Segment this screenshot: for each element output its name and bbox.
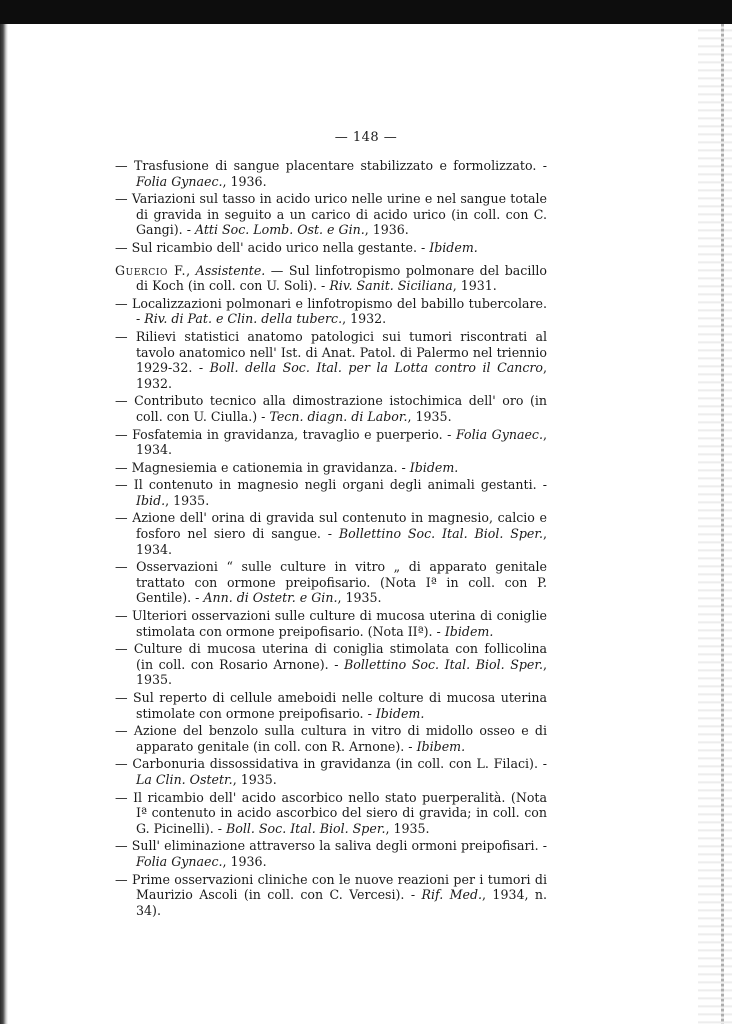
bibliography-list: [115, 158, 547, 920]
bibliography-entry: — Sul ricambio dell' acido urico nella gestante. - Ibidem.: [115, 239, 478, 255]
scan-right-edge: [698, 24, 732, 1024]
bibliography-entry: — Magnesiemia e cationemia in gravidanza. - Ibidem.: [115, 459, 459, 475]
author-entry: Guercio F., Assistente. — Sul linfotropismo polmonare del bacillo di Koch (in coll. con U. Soli). - Riv. Sanit. Siciliana, 1931.: [115, 262, 548, 294]
bibliography-entry: — Contributo tecnico alla dimostrazione istochimica dell' oro (in coll. con U. Ciulla.) - Tecn. diagn. di Labor., 1935.: [115, 393, 547, 424]
bibliography-entry: — Azione dell' orina di gravida sul contenuto in magnesio, calcio e fosforo nel siero di sangue. - Bollettino Soc. Ital. Biol. Sper., 1934.: [115, 510, 548, 557]
bibliography-entry: — Variazioni sul tasso in acido urico nelle urine e nel sangue totale di gravida in seguito a un carico di acido urico (in coll. con C. Gangi). - Atti Soc. Lomb. Ost. e Gin., 1936.: [115, 191, 547, 238]
page-number: — 148 —: [334, 130, 398, 145]
bibliography-entry: — Trasfusione di sangue placentare stabilizzato e formolizzato. - Folia Gynaec., 1936.: [115, 158, 547, 189]
bibliography-entry: — Azione del benzolo sulla cultura in vitro di midollo osseo e di apparato genitale (in coll. con R. Arnone). - Ibibem.: [115, 723, 547, 754]
bibliography-entry: — Sul reperto di cellule ameboidi nelle colture di mucosa uterina stimolate con ormone preipofisario. - Ibidem.: [115, 690, 547, 721]
scan-left-edge: [0, 24, 8, 1024]
author-role: Assistente.: [195, 262, 266, 278]
bibliography-entry: — Fosfatemia in gravidanza, travaglio e puerperio. - Folia Gynaec., 1934.: [115, 426, 547, 458]
author-name: Guercio F.: [115, 262, 187, 278]
bibliography-entry: — Culture di mucosa uterina di coniglia stimolata con follicolina (in coll. con Rosario Arnone). - Bollettino Soc. Ital. Biol. Sper., 1935.: [115, 641, 547, 688]
bibliography-entry: — Prime osservazioni cliniche con le nuove reazioni per i tumori di Maurizio Ascoli (in coll. con C. Vercesi). - Rif. Med., 1934, n. 34).: [115, 871, 547, 918]
bibliography-entry: — Il ricambio dell' acido ascorbico nello stato puerperalità. (Nota Iª contenuto in acido ascorbico del siero di gravida; in coll. con G. Picinelli). - Boll. Soc. Ital. Biol. Sper., 1935.: [115, 789, 547, 836]
scan-top-border: [0, 0, 732, 24]
bibliography-entry: — Il contenuto in magnesio negli organi degli animali gestanti. - Ibid., 1935.: [115, 477, 547, 508]
bibliography-entry: — Osservazioni “ sulle culture in vitro „ di apparato genitale trattato con ormone preipofisario. (Nota Iª in coll. con P. Gentile). - Ann. di Ostetr. e Gin., 1935.: [115, 559, 547, 606]
bibliography-entry: — Sull' eliminazione attraverso la saliva degli ormoni preipofisari. - Folia Gynaec., 1936.: [115, 838, 547, 869]
bibliography-entry: — Carbonuria dissossidativa in gravidanza (in coll. con L. Filaci). - La Clin. Ostetr., 1935.: [115, 756, 547, 787]
bibliography-entry: — Ulteriori osservazioni sulle culture di mucosa uterina di coniglie stimolata con ormone preipofisario. (Nota IIª). - Ibidem.: [115, 608, 547, 639]
bibliography-entry: — Rilievi statistici anatomo patologici sui tumori riscontrati al tavolo anatomico nell' Ist. di Anat. Patol. di Palermo nel triennio 1929-32. - Boll. della Soc. Ital. per la Lotta contro il Cancro, 1932.: [115, 328, 547, 391]
bibliography-entry: — Localizzazioni polmonari e linfotropismo del babillo tubercolare. - Riv. di Pat. e Clin. della tuberc., 1932.: [115, 295, 547, 327]
